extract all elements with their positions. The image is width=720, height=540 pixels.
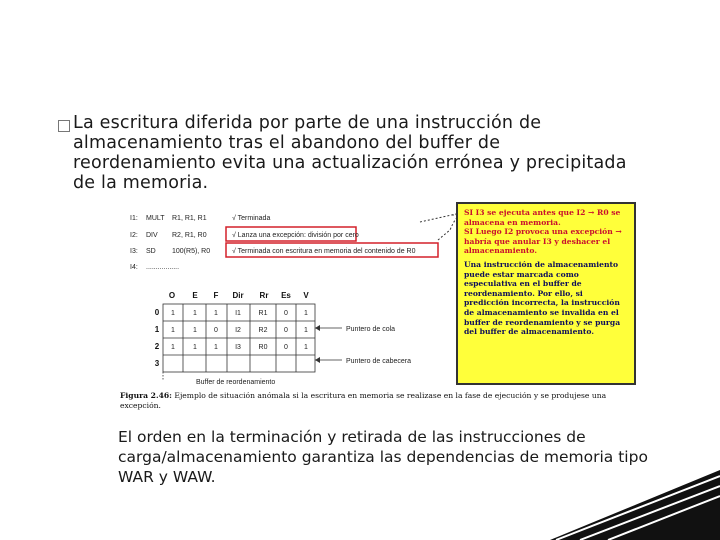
svg-text:O: O	[168, 291, 176, 300]
caption-label: Figura 2.46:	[120, 391, 172, 400]
svg-text:1: 1	[193, 344, 197, 351]
svg-text:Es: Es	[281, 291, 291, 300]
note-line-1: SI I3 se ejecuta antes que I2 → R0 se almacena en memoria.	[464, 208, 621, 227]
svg-text:R2: R2	[258, 327, 268, 334]
row-index: 1	[154, 325, 160, 334]
instr-op: .................	[146, 264, 180, 271]
figure-caption	[120, 391, 640, 411]
svg-text:1: 1	[304, 327, 308, 334]
svg-text:1: 1	[171, 310, 175, 317]
instr-note: √ Terminada con escritura en memoria del contenido de R0	[232, 248, 416, 255]
instr-op: SD	[146, 248, 156, 255]
instr-note: √ Lanza una excepción: división por cero	[232, 232, 359, 239]
svg-text:F: F	[213, 291, 219, 300]
svg-text:R0: R0	[258, 344, 268, 351]
decorative-corner	[550, 470, 720, 540]
instr-args: R2, R1, R0	[172, 232, 207, 239]
instr-op: DIV	[146, 232, 158, 239]
row-index: 3	[154, 359, 160, 368]
pointer-head-label: Puntero de cabecera	[346, 358, 411, 365]
buffer-label: Buffer de reordenamiento	[196, 379, 276, 386]
svg-text:R1: R1	[258, 310, 268, 317]
bullet-icon	[58, 120, 70, 132]
buffer-headers	[169, 291, 309, 300]
row-index: 0	[154, 308, 160, 317]
svg-text:1: 1	[304, 344, 308, 351]
svg-text:0: 0	[284, 344, 288, 351]
instr-note: √ Terminada	[232, 215, 271, 222]
svg-text:I1: I1	[235, 310, 241, 317]
svg-text:1: 1	[171, 327, 175, 334]
instr-label: I4:	[130, 264, 138, 271]
svg-text:E: E	[192, 291, 198, 300]
svg-text:Dir: Dir	[232, 291, 244, 300]
svg-text:1: 1	[304, 310, 308, 317]
bullet-text-1: La escritura diferida por parte de una instrucción de almacenamiento tras el abandono del buffer de reordenamiento evita una actualización errónea y precipitada de la memoria.	[73, 113, 627, 193]
svg-text:Rr: Rr	[259, 291, 269, 300]
svg-text:I2: I2	[235, 327, 241, 334]
svg-text:1: 1	[171, 344, 175, 351]
instr-op: MULT	[146, 215, 165, 222]
instr-label: I1:	[130, 215, 138, 222]
svg-text:1: 1	[193, 327, 197, 334]
note-paragraph: Una instrucción de almacenamiento puede estar marcada como especulativa en el buffer de reordenamiento. Por ello, si predicción incorrecta, la instrucción de almacenamiento se invalida en el buffer de reordenamiento y se purga del buffer de almacenamiento.	[464, 259, 621, 337]
instr-args: 100(R5), R0	[172, 248, 211, 255]
svg-text:1: 1	[214, 310, 218, 317]
svg-text:0: 0	[284, 310, 288, 317]
note-line-2: SI Luego I2 provoca una excepción → habría que anular I3 y deshacer el almacenamiento.	[464, 227, 622, 256]
svg-text:1: 1	[193, 310, 197, 317]
body-text-2: El orden en la terminación y retirada de las instrucciones de carga/almacenamiento garantiza las dependencias de memoria tipo WAR y WAW.	[118, 428, 648, 486]
svg-text:1: 1	[214, 344, 218, 351]
row-index: 2	[154, 342, 160, 351]
speculative-note-box	[456, 202, 636, 385]
pointer-tail-label: Puntero de cola	[346, 326, 396, 333]
instr-label: I3:	[130, 248, 138, 255]
instr-label: I2:	[130, 232, 138, 239]
svg-text:V: V	[303, 291, 309, 300]
svg-text:0: 0	[214, 327, 218, 334]
svg-text:0: 0	[284, 327, 288, 334]
svg-text:I3: I3	[235, 344, 241, 351]
caption-text: Ejemplo de situación anómala si la escritura en memoria se realizase en la fase de ejecución y se produjese una excepción.	[120, 391, 607, 410]
instr-args: R1, R1, R1	[172, 215, 207, 222]
